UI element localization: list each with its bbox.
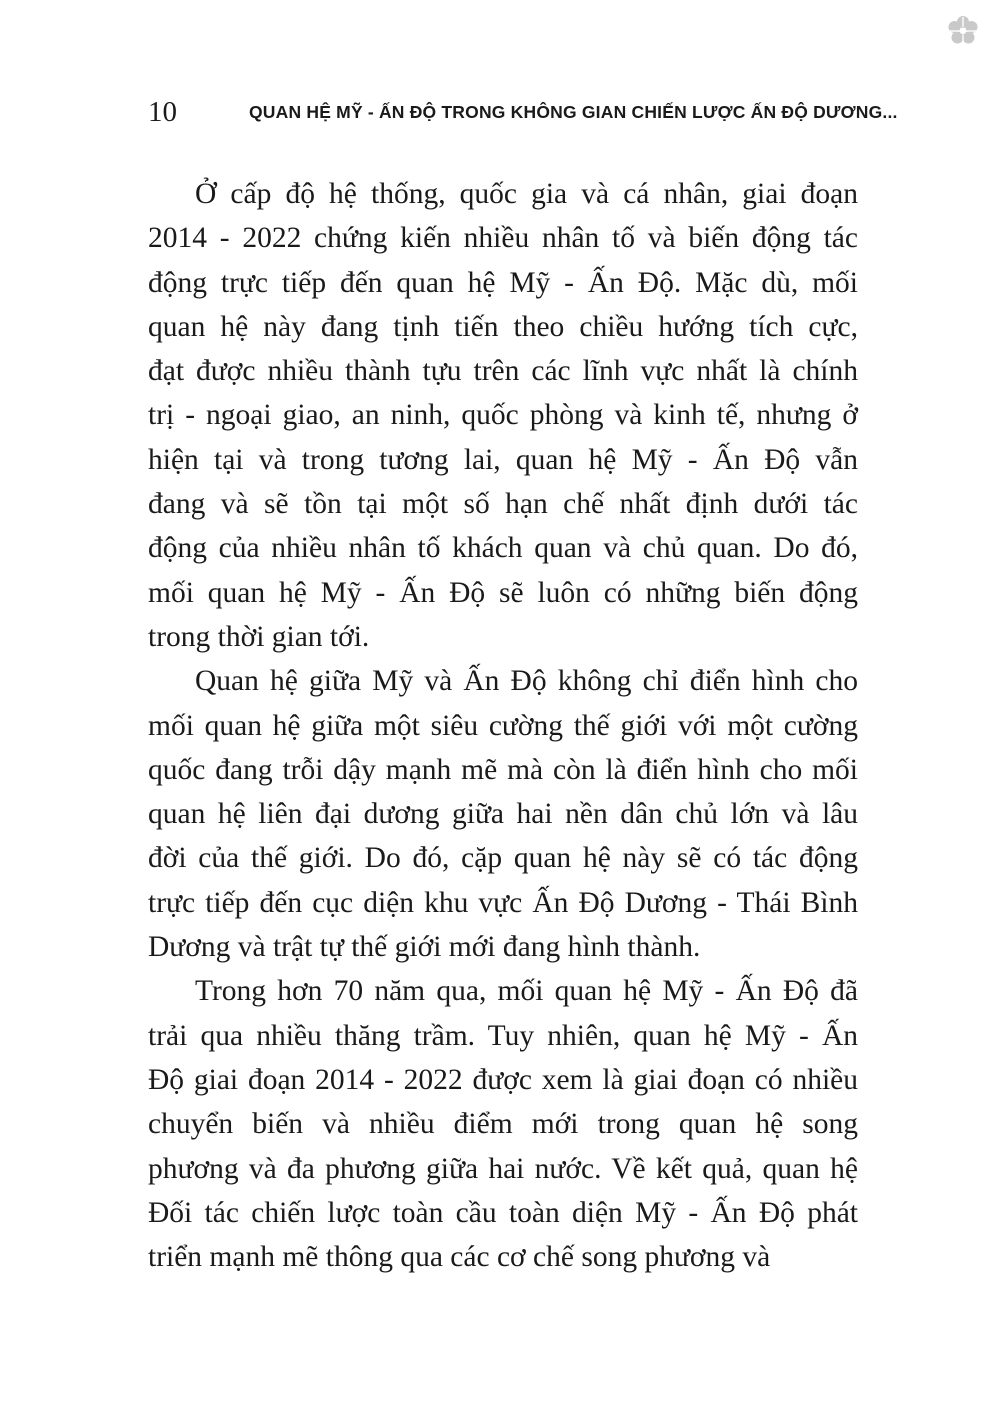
text-line: 2014 - 2022 chứng kiến nhiều nhân tố và biến động tác [148, 222, 858, 255]
text-line: Dương và trật tự thế giới mới đang hình thành. [148, 931, 701, 964]
text-line: trực tiếp đến cục diện khu vực Ấn Độ Dương - Thái Bình [148, 886, 858, 919]
text-line: động của nhiều nhân tố khách quan và chủ quan. Do đó, [148, 532, 858, 565]
text-line: mối quan hệ giữa một siêu cường thế giới với một cường [148, 709, 858, 742]
running-header [148, 90, 898, 134]
flower-emblem-icon [946, 14, 980, 48]
text-line: phương và đa phương giữa hai nước. Về kết quả, quan hệ [148, 1152, 858, 1185]
paragraph [148, 969, 858, 1279]
text-line: mối quan hệ Mỹ - Ấn Độ sẽ luôn có những biến động [148, 576, 858, 609]
running-title: QUAN HỆ MỸ - ẤN ĐỘ TRONG KHÔNG GIAN CHIẾN LƯỢC ẤN ĐỘ DƯƠNG... [249, 101, 898, 122]
text-line: trị - ngoại giao, an ninh, quốc phòng và kinh tế, nhưng ở [148, 399, 858, 432]
text-line: Quan hệ giữa Mỹ và Ấn Độ không chỉ điển hình cho [195, 665, 858, 698]
text-line: Độ giai đoạn 2014 - 2022 được xem là giai đoạn có nhiều [148, 1063, 858, 1096]
text-line: trong thời gian tới. [148, 620, 370, 653]
text-line: Đối tác chiến lược toàn cầu toàn diện Mỹ - Ấn Độ phát [148, 1196, 858, 1229]
text-line: triển mạnh mẽ thông qua các cơ chế song phương và [148, 1241, 771, 1274]
page-number: 10 [148, 95, 177, 128]
text-line: đời của thế giới. Do đó, cặp quan hệ này sẽ có tác động [148, 842, 858, 875]
text-line: Trong hơn 70 năm qua, mối quan hệ Mỹ - Ấn Độ đã [195, 975, 858, 1008]
body-text [148, 172, 858, 1279]
text-line: đạt được nhiều thành tựu trên các lĩnh vực nhất là chính [148, 355, 858, 388]
text-line: quốc đang trỗi dậy mạnh mẽ mà còn là điển hình cho mối [148, 753, 858, 786]
text-line: đang và sẽ tồn tại một số hạn chế nhất định dưới tác [148, 488, 858, 521]
paragraph [148, 659, 858, 969]
text-line: quan hệ này đang tịnh tiến theo chiều hướng tích cực, [148, 310, 858, 343]
text-line: hiện tại và trong tương lai, quan hệ Mỹ - Ấn Độ vẫn [148, 443, 858, 476]
text-line: động trực tiếp đến quan hệ Mỹ - Ấn Độ. Mặc dù, mối [148, 266, 858, 299]
text-line: quan hệ liên đại dương giữa hai nền dân chủ lớn và lâu [148, 798, 858, 831]
text-line: trải qua nhiều thăng trầm. Tuy nhiên, quan hệ Mỹ - Ấn [148, 1019, 858, 1052]
text-line: chuyển biến và nhiều điểm mới trong quan hệ song [148, 1108, 858, 1141]
text-line: Ở cấp độ hệ thống, quốc gia và cá nhân, giai đoạn [195, 178, 858, 210]
paragraph [148, 172, 858, 659]
